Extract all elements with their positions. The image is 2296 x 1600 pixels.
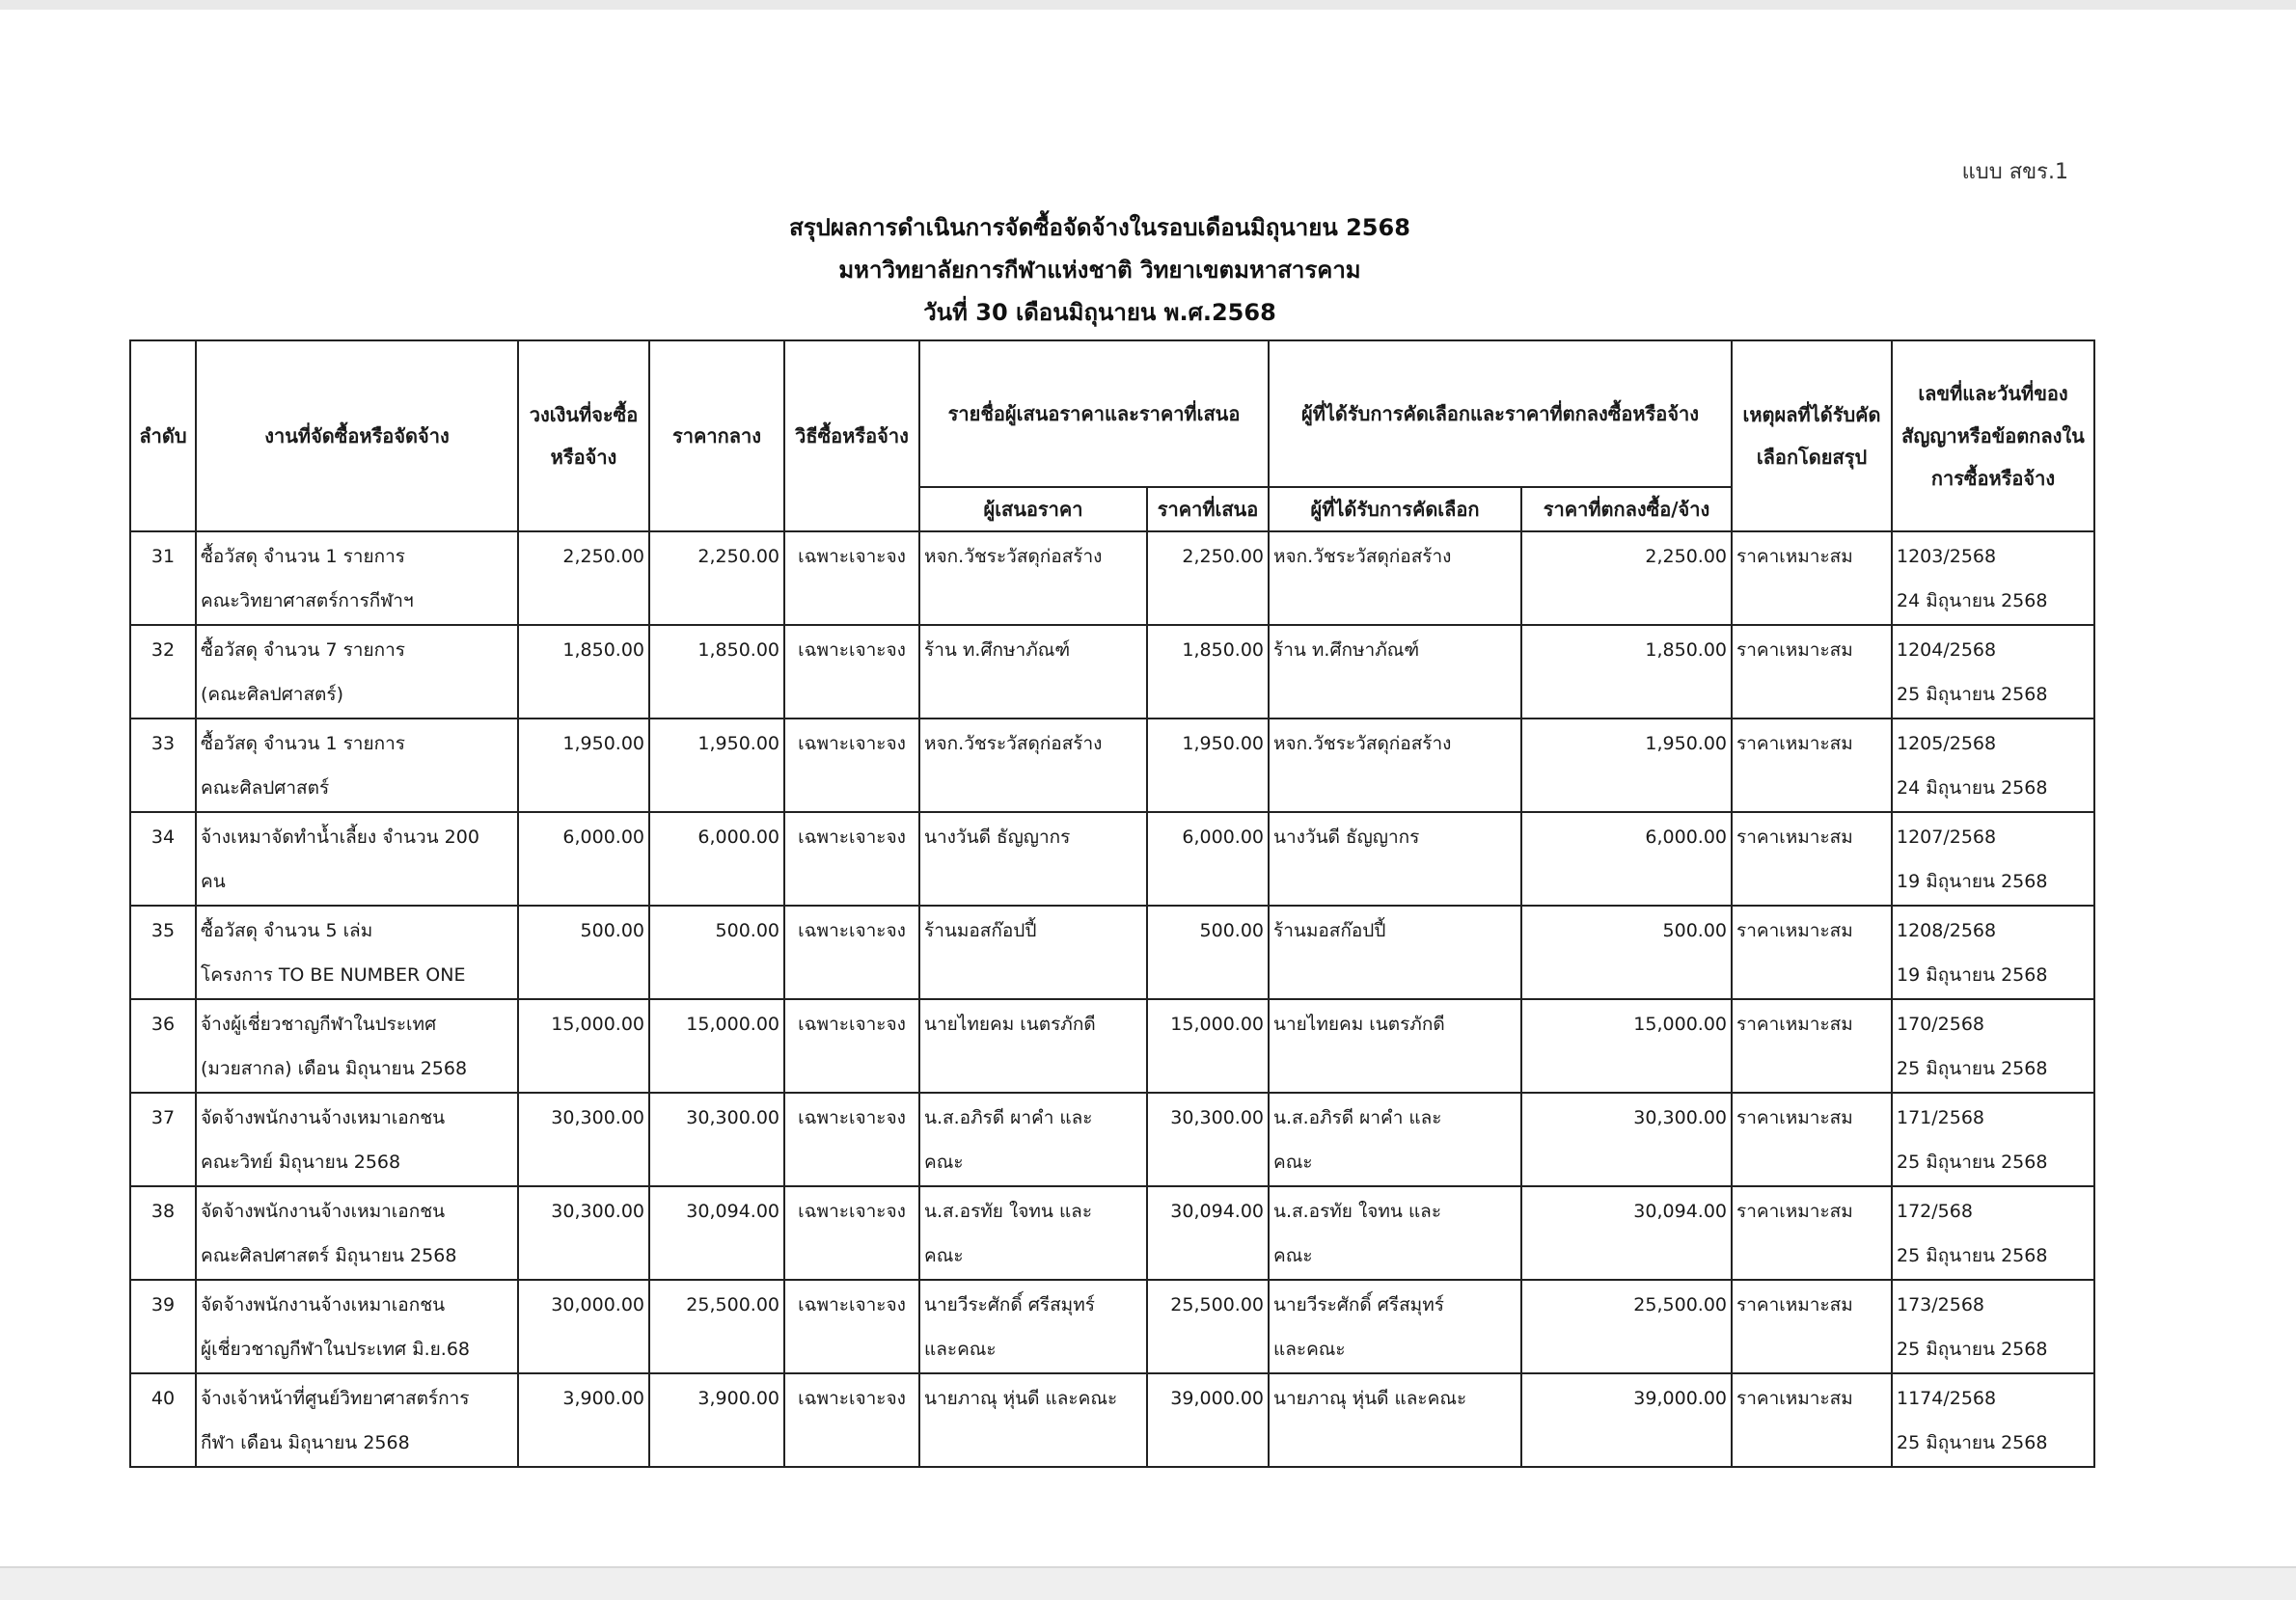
cell-agreed-price <box>1521 625 1732 719</box>
cell-budget-text: 6,000.00 <box>562 827 644 848</box>
cell-method <box>784 531 919 625</box>
cell-task <box>196 719 518 812</box>
cell-budget-text: 1,950.00 <box>562 733 644 754</box>
cell-bidder <box>919 531 1147 625</box>
cell-selected <box>1269 999 1521 1093</box>
cell-agreed-price-text: 2,250.00 <box>1645 546 1727 567</box>
cell-method-text: เฉพาะเจาะจง <box>798 639 906 661</box>
cell-bid-price-text: 30,094.00 <box>1170 1201 1264 1222</box>
cell-contract <box>1892 719 2094 812</box>
cell-method <box>784 812 919 906</box>
cell-budget <box>518 531 649 625</box>
cell-reason-text: ราคาเหมาะสม <box>1736 546 1853 567</box>
cell-median-price-text: 30,300.00 <box>686 1107 779 1128</box>
cell-median-price <box>649 1280 784 1373</box>
cell-median-price <box>649 719 784 812</box>
cell-no-text: 38 <box>150 1201 176 1222</box>
cell-bidder <box>919 812 1147 906</box>
cell-contract <box>1892 1093 2094 1186</box>
cell-reason <box>1732 719 1892 812</box>
cell-bid-price <box>1147 1373 1269 1467</box>
table-row <box>130 625 2094 719</box>
cell-method-text: เฉพาะเจาะจง <box>798 920 906 941</box>
cell-budget-text: 500.00 <box>580 920 644 941</box>
cell-reason <box>1732 1280 1892 1373</box>
cell-bidder-text: นางวันดี ธัญญากร <box>924 827 1071 848</box>
cell-contract <box>1892 531 2094 625</box>
cell-bid-price-text: 30,300.00 <box>1170 1107 1264 1128</box>
cell-no <box>130 812 196 906</box>
cell-reason-text: ราคาเหมาะสม <box>1736 1201 1853 1222</box>
cell-bidder-text: นายภาณุ หุ่นดี และคณะ <box>924 1388 1118 1409</box>
cell-selected-text: นางวันดี ธัญญากร <box>1273 827 1420 848</box>
cell-selected-text: คณะ <box>1273 1152 1313 1173</box>
cell-bid-price <box>1147 1280 1269 1373</box>
cell-task-text: จ้างผู้เชี่ยวชาญกีฬาในประเทศ <box>201 1014 437 1035</box>
cell-agreed-price-text: 30,300.00 <box>1633 1107 1727 1128</box>
header-task: งานที่จัดซื้อหรือจัดจ้าง <box>196 340 518 531</box>
cell-budget <box>518 719 649 812</box>
cell-contract-text: 173/2568 <box>1897 1294 1985 1315</box>
cell-contract-text: 25 มิถุนายน 2568 <box>1897 1432 2048 1453</box>
cell-selected <box>1269 906 1521 999</box>
table-row <box>130 906 2094 999</box>
cell-task <box>196 1373 518 1467</box>
document-title: สรุปผลการดำเนินการจัดซื้อจัดจ้างในรอบเดือนมิถุนายน 2568 <box>789 214 1410 241</box>
cell-contract-text: 1207/2568 <box>1897 827 1997 848</box>
cell-bid-price <box>1147 812 1269 906</box>
cell-budget-text: 1,850.00 <box>562 639 644 661</box>
cell-no-text: 40 <box>150 1388 176 1409</box>
cell-bidder-text: ร้านมอสก๊อปปี้ <box>924 920 1037 941</box>
cell-no-text: 31 <box>150 546 176 567</box>
cell-method-text: เฉพาะเจาะจง <box>798 1107 906 1128</box>
cell-contract <box>1892 1373 2094 1467</box>
cell-median-price-text: 6,000.00 <box>697 827 779 848</box>
cell-contract <box>1892 812 2094 906</box>
header-agreed-price: ราคาที่ตกลงซื้อ/จ้าง <box>1521 487 1732 531</box>
cell-selected-text: และคณะ <box>1273 1339 1346 1360</box>
cell-no <box>130 625 196 719</box>
cell-method <box>784 1093 919 1186</box>
cell-selected-text: ร้าน ท.ศึกษาภัณฑ์ <box>1273 639 1420 661</box>
cell-budget <box>518 906 649 999</box>
table-row <box>130 531 2094 625</box>
table-row <box>130 812 2094 906</box>
cell-budget <box>518 1373 649 1467</box>
cell-median-price-text: 1,850.00 <box>697 639 779 661</box>
cell-bid-price-text: 39,000.00 <box>1170 1388 1264 1409</box>
cell-agreed-price <box>1521 812 1732 906</box>
scan-bottom-line <box>0 1566 2296 1568</box>
cell-method <box>784 906 919 999</box>
cell-median-price <box>649 531 784 625</box>
cell-budget-text: 30,000.00 <box>551 1294 644 1315</box>
cell-contract-text: 25 มิถุนายน 2568 <box>1897 1152 2048 1173</box>
cell-contract-text: 172/568 <box>1897 1201 1973 1222</box>
cell-contract-text: 24 มิถุนายน 2568 <box>1897 590 2048 611</box>
cell-no-text: 37 <box>150 1107 176 1128</box>
cell-reason <box>1732 625 1892 719</box>
cell-bid-price <box>1147 1093 1269 1186</box>
cell-agreed-price <box>1521 1280 1732 1373</box>
cell-contract-text: 1205/2568 <box>1897 733 1997 754</box>
cell-reason-text: ราคาเหมาะสม <box>1736 1388 1853 1409</box>
cell-task-text: จัดจ้างพนักงานจ้างเหมาเอกชน <box>201 1201 446 1222</box>
cell-contract-text: 25 มิถุนายน 2568 <box>1897 684 2048 705</box>
document-subtitle: มหาวิทยาลัยการกีฬาแห่งชาติ วิทยาเขตมหาสารคาม <box>838 257 1361 284</box>
cell-task-text: คน <box>201 871 226 892</box>
cell-no-text: 34 <box>150 827 176 848</box>
cell-task <box>196 1280 518 1373</box>
cell-method <box>784 1186 919 1280</box>
cell-bid-price-text: 500.00 <box>1199 920 1264 941</box>
cell-budget <box>518 1186 649 1280</box>
cell-budget <box>518 1093 649 1186</box>
header-bidder: ผู้เสนอราคา <box>919 487 1147 531</box>
cell-no <box>130 531 196 625</box>
cell-bidder <box>919 1186 1147 1280</box>
cell-no <box>130 999 196 1093</box>
cell-bid-price-text: 1,850.00 <box>1182 639 1264 661</box>
cell-method-text: เฉพาะเจาะจง <box>798 733 906 754</box>
cell-budget <box>518 812 649 906</box>
scan-top-edge <box>0 0 2296 10</box>
cell-bidder <box>919 999 1147 1093</box>
cell-selected <box>1269 812 1521 906</box>
cell-agreed-price-text: 15,000.00 <box>1633 1014 1727 1035</box>
cell-no <box>130 1186 196 1280</box>
cell-bid-price-text: 1,950.00 <box>1182 733 1264 754</box>
cell-bid-price-text: 6,000.00 <box>1182 827 1264 848</box>
cell-agreed-price-text: 25,500.00 <box>1633 1294 1727 1315</box>
cell-bidder-text: หจก.วัชระวัสดุก่อสร้าง <box>924 733 1103 754</box>
header-no: ลำดับ <box>130 340 196 531</box>
cell-task-text: ผู้เชี่ยวชาญกีฬาในประเทศ มิ.ย.68 <box>201 1339 471 1360</box>
cell-task-text: ซื้อวัสดุ จำนวน 1 รายการ <box>201 546 405 567</box>
cell-bid-price-text: 15,000.00 <box>1170 1014 1264 1035</box>
cell-bidder-text: คณะ <box>924 1245 964 1266</box>
cell-bidder <box>919 1093 1147 1186</box>
cell-method <box>784 1280 919 1373</box>
cell-budget-text: 30,300.00 <box>551 1201 644 1222</box>
cell-bid-price-text: 25,500.00 <box>1170 1294 1264 1315</box>
cell-agreed-price <box>1521 1093 1732 1186</box>
cell-budget-text: 15,000.00 <box>551 1014 644 1035</box>
cell-budget <box>518 1280 649 1373</box>
cell-no-text: 36 <box>150 1014 176 1035</box>
cell-agreed-price <box>1521 1186 1732 1280</box>
cell-task <box>196 1186 518 1280</box>
cell-reason-text: ราคาเหมาะสม <box>1736 920 1853 941</box>
cell-task-text: (คณะศิลปศาสตร์) <box>201 684 344 705</box>
cell-reason <box>1732 531 1892 625</box>
cell-task-text: จัดจ้างพนักงานจ้างเหมาเอกชน <box>201 1294 446 1315</box>
cell-no <box>130 1373 196 1467</box>
cell-task-text: คณะศิลปศาสตร์ มิถุนายน 2568 <box>201 1245 457 1266</box>
cell-contract-text: 171/2568 <box>1897 1107 1985 1128</box>
cell-selected-text: ร้านมอสก๊อปปี้ <box>1273 920 1386 941</box>
cell-selected-text: น.ส.อรทัย ใจทน และ <box>1273 1201 1442 1222</box>
cell-median-price-text: 25,500.00 <box>686 1294 779 1315</box>
cell-selected <box>1269 1280 1521 1373</box>
cell-selected-text: หจก.วัชระวัสดุก่อสร้าง <box>1273 733 1452 754</box>
cell-method <box>784 999 919 1093</box>
header-median-price: ราคากลาง <box>649 340 784 531</box>
cell-method <box>784 719 919 812</box>
cell-contract-text: 1174/2568 <box>1897 1388 1997 1409</box>
table-row <box>130 1093 2094 1186</box>
cell-median-price-text: 3,900.00 <box>697 1388 779 1409</box>
header-reason: เหตุผลที่ได้รับคัดเลือกโดยสรุป <box>1732 340 1892 531</box>
cell-method-text: เฉพาะเจาะจง <box>798 827 906 848</box>
cell-bid-price-text: 2,250.00 <box>1182 546 1264 567</box>
cell-task <box>196 812 518 906</box>
cell-selected-text: นายวีระศักดิ์ ศรีสมุทร์ <box>1273 1294 1444 1315</box>
cell-selected <box>1269 1093 1521 1186</box>
cell-budget <box>518 625 649 719</box>
cell-budget <box>518 999 649 1093</box>
cell-contract-text: 19 มิถุนายน 2568 <box>1897 871 2048 892</box>
cell-selected <box>1269 625 1521 719</box>
cell-median-price-text: 30,094.00 <box>686 1201 779 1222</box>
cell-task-text: (มวยสากล) เดือน มิถุนายน 2568 <box>201 1058 468 1079</box>
form-code: แบบ สขร.1 <box>1961 160 2068 184</box>
cell-median-price <box>649 812 784 906</box>
cell-method-text: เฉพาะเจาะจง <box>798 1388 906 1409</box>
header-selected-group: ผู้ที่ได้รับการคัดเลือกและราคาที่ตกลงซื้อหรือจ้าง <box>1269 340 1732 487</box>
cell-bidder-text: น.ส.อภิรดี ผาคำ และ <box>924 1107 1093 1128</box>
cell-selected-text: นายไทยคม เนตรภักดี <box>1273 1014 1445 1035</box>
cell-reason <box>1732 1093 1892 1186</box>
cell-reason-text: ราคาเหมาะสม <box>1736 639 1853 661</box>
document-date: วันที่ 30 เดือนมิถุนายน พ.ศ.2568 <box>923 299 1276 326</box>
cell-budget-text: 30,300.00 <box>551 1107 644 1128</box>
document-titles <box>0 206 2200 334</box>
cell-agreed-price-text: 1,950.00 <box>1645 733 1727 754</box>
cell-no-text: 39 <box>150 1294 176 1315</box>
cell-task <box>196 531 518 625</box>
cell-bidder-text: นายวีระศักดิ์ ศรีสมุทร์ <box>924 1294 1095 1315</box>
cell-task-text: ซื้อวัสดุ จำนวน 7 รายการ <box>201 639 405 661</box>
cell-bid-price <box>1147 625 1269 719</box>
cell-median-price <box>649 625 784 719</box>
cell-agreed-price <box>1521 531 1732 625</box>
cell-agreed-price-text: 1,850.00 <box>1645 639 1727 661</box>
cell-budget-text: 2,250.00 <box>562 546 644 567</box>
cell-task-text: คณะวิทย์ มิถุนายน 2568 <box>201 1152 401 1173</box>
cell-no-text: 33 <box>150 733 176 754</box>
cell-reason-text: ราคาเหมาะสม <box>1736 1107 1853 1128</box>
cell-task-text: ซื้อวัสดุ จำนวน 1 รายการ <box>201 733 405 754</box>
cell-task <box>196 625 518 719</box>
cell-reason-text: ราคาเหมาะสม <box>1736 1014 1853 1035</box>
table-row <box>130 1186 2094 1280</box>
cell-reason <box>1732 1186 1892 1280</box>
cell-no <box>130 906 196 999</box>
cell-task-text: โครงการ TO BE NUMBER ONE <box>201 964 466 986</box>
cell-no <box>130 1093 196 1186</box>
cell-agreed-price-text: 500.00 <box>1662 920 1727 941</box>
table-row <box>130 1280 2094 1373</box>
cell-bidder-text: ร้าน ท.ศึกษาภัณฑ์ <box>924 639 1071 661</box>
cell-method-text: เฉพาะเจาะจง <box>798 1294 906 1315</box>
cell-contract <box>1892 1186 2094 1280</box>
cell-bid-price <box>1147 999 1269 1093</box>
cell-reason-text: ราคาเหมาะสม <box>1736 733 1853 754</box>
cell-median-price <box>649 999 784 1093</box>
header-bidders-group: รายชื่อผู้เสนอราคาและราคาที่เสนอ <box>919 340 1269 487</box>
table-row <box>130 1373 2094 1467</box>
cell-bidder-text: นายไทยคม เนตรภักดี <box>924 1014 1096 1035</box>
cell-median-price <box>649 1186 784 1280</box>
cell-agreed-price <box>1521 999 1732 1093</box>
table-body <box>130 531 2094 1467</box>
cell-no <box>130 1280 196 1373</box>
cell-selected <box>1269 1186 1521 1280</box>
cell-task-text: จ้างเหมาจัดทำน้ำเลี้ยง จำนวน 200 <box>201 827 479 848</box>
cell-agreed-price-text: 30,094.00 <box>1633 1201 1727 1222</box>
cell-contract-text: 170/2568 <box>1897 1014 1985 1035</box>
cell-reason <box>1732 1373 1892 1467</box>
table-row <box>130 999 2094 1093</box>
cell-contract-text: 1204/2568 <box>1897 639 1997 661</box>
header-contract: เลขที่และวันที่ของสัญญาหรือข้อตกลงในการซื้อหรือจ้าง <box>1892 340 2094 531</box>
cell-no-text: 35 <box>150 920 176 941</box>
cell-reason-text: ราคาเหมาะสม <box>1736 827 1853 848</box>
cell-median-price-text: 1,950.00 <box>697 733 779 754</box>
cell-median-price <box>649 906 784 999</box>
cell-selected <box>1269 1373 1521 1467</box>
cell-bidder-text: และคณะ <box>924 1339 997 1360</box>
header-budget: วงเงินที่จะซื้อหรือจ้าง <box>518 340 649 531</box>
cell-bidder <box>919 719 1147 812</box>
cell-task-text: คณะวิทยาศาสตร์การกีฬาฯ <box>201 590 414 611</box>
cell-bid-price <box>1147 719 1269 812</box>
cell-contract-text: 1208/2568 <box>1897 920 1997 941</box>
cell-median-price-text: 2,250.00 <box>697 546 779 567</box>
cell-agreed-price <box>1521 906 1732 999</box>
header-bid-price: ราคาที่เสนอ <box>1147 487 1269 531</box>
table-row <box>130 719 2094 812</box>
cell-method <box>784 1373 919 1467</box>
cell-contract-text: 1203/2568 <box>1897 546 1997 567</box>
cell-bidder <box>919 625 1147 719</box>
cell-median-price <box>649 1093 784 1186</box>
cell-no-text: 32 <box>150 639 176 661</box>
cell-bidder-text: น.ส.อรทัย ใจทน และ <box>924 1201 1093 1222</box>
cell-selected-text: น.ส.อภิรดี ผาคำ และ <box>1273 1107 1442 1128</box>
cell-task-text: กีฬา เดือน มิถุนายน 2568 <box>201 1432 410 1453</box>
cell-selected <box>1269 719 1521 812</box>
procurement-table <box>129 339 2095 1468</box>
cell-contract <box>1892 999 2094 1093</box>
cell-task <box>196 1093 518 1186</box>
cell-method-text: เฉพาะเจาะจง <box>798 546 906 567</box>
cell-contract-text: 25 มิถุนายน 2568 <box>1897 1058 2048 1079</box>
cell-task-text: คณะศิลปศาสตร์ <box>201 777 330 799</box>
cell-bid-price <box>1147 531 1269 625</box>
cell-task-text: จ้างเจ้าหน้าที่ศูนย์วิทยาศาสตร์การ <box>201 1388 470 1409</box>
cell-budget-text: 3,900.00 <box>562 1388 644 1409</box>
cell-selected-text: หจก.วัชระวัสดุก่อสร้าง <box>1273 546 1452 567</box>
cell-contract-text: 25 มิถุนายน 2568 <box>1897 1339 2048 1360</box>
cell-contract-text: 19 มิถุนายน 2568 <box>1897 964 2048 986</box>
cell-contract <box>1892 906 2094 999</box>
cell-agreed-price <box>1521 719 1732 812</box>
cell-median-price <box>649 1373 784 1467</box>
cell-contract-text: 24 มิถุนายน 2568 <box>1897 777 2048 799</box>
cell-selected-text: นายภาณุ หุ่นดี และคณะ <box>1273 1388 1467 1409</box>
cell-reason <box>1732 812 1892 906</box>
cell-contract <box>1892 1280 2094 1373</box>
cell-reason-text: ราคาเหมาะสม <box>1736 1294 1853 1315</box>
cell-task <box>196 906 518 999</box>
cell-contract <box>1892 625 2094 719</box>
cell-bidder <box>919 906 1147 999</box>
cell-bidder-text: คณะ <box>924 1152 964 1173</box>
cell-median-price-text: 500.00 <box>715 920 779 941</box>
cell-bidder <box>919 1373 1147 1467</box>
cell-task <box>196 999 518 1093</box>
cell-bid-price <box>1147 1186 1269 1280</box>
cell-agreed-price-text: 6,000.00 <box>1645 827 1727 848</box>
scan-bottom-edge <box>0 1566 2296 1600</box>
cell-method-text: เฉพาะเจาะจง <box>798 1201 906 1222</box>
cell-reason <box>1732 999 1892 1093</box>
cell-bidder-text: หจก.วัชระวัสดุก่อสร้าง <box>924 546 1103 567</box>
cell-contract-text: 25 มิถุนายน 2568 <box>1897 1245 2048 1266</box>
cell-selected-text: คณะ <box>1273 1245 1313 1266</box>
cell-method-text: เฉพาะเจาะจง <box>798 1014 906 1035</box>
cell-median-price-text: 15,000.00 <box>686 1014 779 1035</box>
cell-agreed-price <box>1521 1373 1732 1467</box>
cell-no <box>130 719 196 812</box>
cell-bid-price <box>1147 906 1269 999</box>
header-method: วิธีซื้อหรือจ้าง <box>784 340 919 531</box>
cell-reason <box>1732 906 1892 999</box>
cell-bidder <box>919 1280 1147 1373</box>
cell-task-text: จัดจ้างพนักงานจ้างเหมาเอกชน <box>201 1107 446 1128</box>
cell-method <box>784 625 919 719</box>
header-selected: ผู้ที่ได้รับการคัดเลือก <box>1269 487 1521 531</box>
cell-task-text: ซื้อวัสดุ จำนวน 5 เล่ม <box>201 920 373 941</box>
cell-selected <box>1269 531 1521 625</box>
cell-agreed-price-text: 39,000.00 <box>1633 1388 1727 1409</box>
